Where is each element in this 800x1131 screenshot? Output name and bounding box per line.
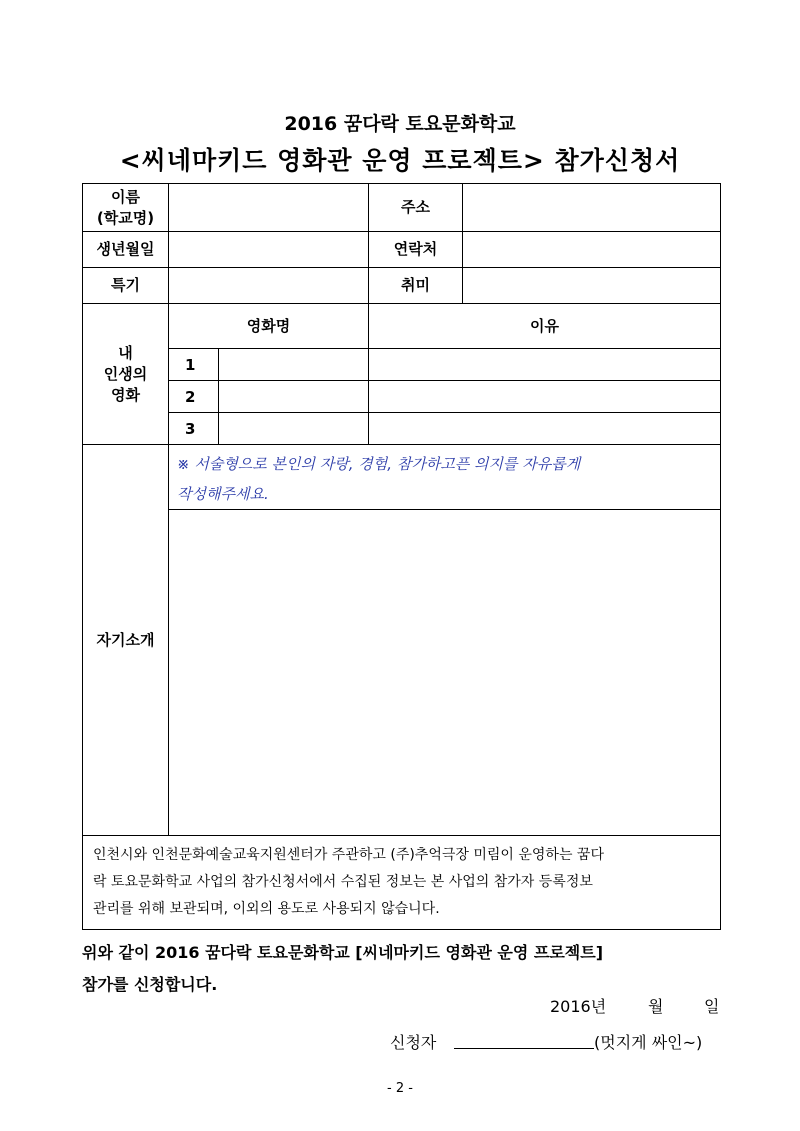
application-declaration: 위와 같이 2016 꿈다락 토요문화학교 [씨네마키드 영화관 운영 프로젝트] 참가를 신청합니다. <box>82 943 604 994</box>
date-month: 월 <box>648 997 664 1016</box>
movie-row <box>83 413 721 445</box>
address-label: 주소 <box>369 184 463 232</box>
signature-note: (멋지게 싸인~) <box>594 1033 703 1052</box>
intro-instruction-note: ※ 서술형으로 본인의 자랑, 경험, 참가하고픈 의지를 자유롭게 작성해주세요. <box>169 445 721 510</box>
movie-title-column-header: 영화명 <box>169 304 369 349</box>
hobby-label: 취미 <box>369 268 463 304</box>
name-label: 이름 (학교명) <box>83 184 169 232</box>
birth-contact-row <box>83 232 721 268</box>
form-title-line1: 2016 꿈다락 토요문화학교 <box>284 113 516 135</box>
self-intro-field[interactable] <box>169 510 721 836</box>
movie-title-field[interactable] <box>219 413 369 445</box>
application-form-table <box>82 183 721 930</box>
applicant-label: 신청자 <box>390 1033 437 1052</box>
movie-title-field[interactable] <box>219 349 369 381</box>
movie-title-field[interactable] <box>219 381 369 413</box>
form-title-line2: <씨네마키드 영화관 운영 프로젝트> 참가신청서 <box>119 146 681 175</box>
date-year: 2016년 <box>550 997 607 1016</box>
contact-label: 연락처 <box>369 232 463 268</box>
name-address-row <box>83 184 721 232</box>
talent-field[interactable] <box>169 268 369 304</box>
birth-field[interactable] <box>169 232 369 268</box>
movie-row <box>83 349 721 381</box>
privacy-notice: 인천시와 인천문화예술교육지원센터가 주관하고 (주)추억극장 미림이 운영하는 꿈다 락 토요문화학교 사업의 참가신청서에서 수집된 정보는 본 사업의 참가자 등록정보 관리를 위해 보관되며, 이외의 용도로 사용되지 않습니다. <box>83 836 721 930</box>
privacy-row <box>83 836 721 930</box>
page-number: - 2 - <box>387 1081 413 1096</box>
birth-label: 생년월일 <box>83 232 169 268</box>
movie-header-row <box>83 304 721 349</box>
self-intro-label: 자기소개 <box>83 445 169 836</box>
movie-reason-field[interactable] <box>369 413 721 445</box>
talent-hobby-row <box>83 268 721 304</box>
name-field[interactable] <box>169 184 369 232</box>
date-day: 일 <box>704 997 720 1016</box>
signature-line[interactable] <box>454 1048 594 1049</box>
movie-row <box>83 381 721 413</box>
intro-body-row <box>83 510 721 836</box>
intro-note-row <box>83 445 721 510</box>
movie-reason-field[interactable] <box>369 381 721 413</box>
talent-label: 특기 <box>83 268 169 304</box>
movie-reason-field[interactable] <box>369 349 721 381</box>
contact-field[interactable] <box>463 232 721 268</box>
reason-column-header: 이유 <box>369 304 721 349</box>
address-field[interactable] <box>463 184 721 232</box>
hobby-field[interactable] <box>463 268 721 304</box>
movie-row-number: 1 <box>169 349 219 381</box>
life-movie-label: 내 인생의 영화 <box>83 304 169 445</box>
movie-row-number: 2 <box>169 381 219 413</box>
movie-row-number: 3 <box>169 413 219 445</box>
